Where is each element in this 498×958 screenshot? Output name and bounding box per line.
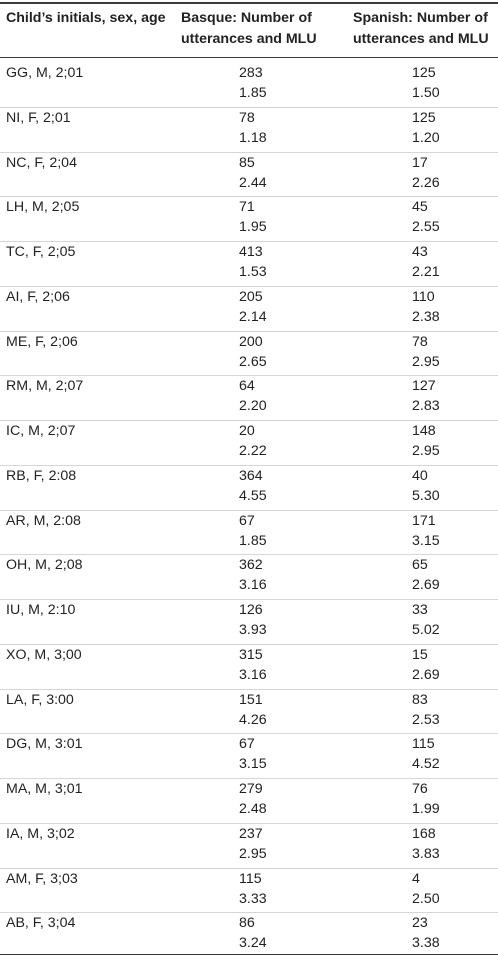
basque-utterances-cell: 279 <box>239 781 263 797</box>
basque-mlu-cell: 2.48 <box>239 801 267 817</box>
table-row <box>0 108 498 153</box>
child-cell: MA, M, 3;01 <box>6 781 83 797</box>
table-row <box>0 466 498 511</box>
table-row <box>0 63 498 108</box>
table-row <box>0 690 498 735</box>
header-basque-line1: Basque: Number of <box>181 10 312 26</box>
spanish-utterances-cell: 33 <box>412 602 428 618</box>
table-row <box>0 645 498 690</box>
table-row <box>0 600 498 645</box>
basque-mlu-cell: 2.20 <box>239 398 267 415</box>
spanish-mlu-cell: 2.26 <box>412 174 440 191</box>
table-row <box>0 287 498 332</box>
table-row <box>0 242 498 287</box>
basque-utterances-cell: 315 <box>239 646 263 663</box>
spanish-mlu-cell: 2.55 <box>412 219 440 236</box>
child-cell: AM, F, 3;03 <box>6 870 78 887</box>
spanish-utterances-cell: 43 <box>412 244 428 260</box>
basque-mlu-cell: 3.24 <box>239 935 267 952</box>
header-divider <box>0 57 498 58</box>
basque-utterances-cell: 237 <box>239 825 263 842</box>
basque-utterances-cell: 78 <box>239 109 255 126</box>
child-cell: RB, F, 2:08 <box>6 467 77 484</box>
spanish-mlu-cell: 3.83 <box>412 845 440 862</box>
child-cell: LH, M, 2;05 <box>6 199 80 216</box>
table-bottom-rule <box>0 954 498 955</box>
basque-mlu-cell: 4.26 <box>239 711 267 728</box>
basque-mlu-cell: 1.85 <box>239 85 267 101</box>
basque-mlu-cell: 2.44 <box>239 174 267 191</box>
spanish-mlu-cell: 2.83 <box>412 398 440 415</box>
basque-utterances-cell: 67 <box>239 512 255 529</box>
child-cell: IU, M, 2:10 <box>6 602 76 618</box>
spanish-utterances-cell: 40 <box>412 467 428 484</box>
table-row <box>0 332 498 377</box>
basque-mlu-cell: 1.53 <box>239 264 267 280</box>
child-cell: XO, M, 3;00 <box>6 646 82 663</box>
basque-mlu-cell: 1.95 <box>239 219 267 236</box>
child-cell: AI, F, 2;06 <box>6 288 70 305</box>
basque-utterances-cell: 205 <box>239 288 263 305</box>
table-row <box>0 913 498 958</box>
table-row <box>0 153 498 198</box>
basque-mlu-cell: 2.65 <box>239 353 267 370</box>
basque-mlu-cell: 1.18 <box>239 129 267 146</box>
child-cell: TC, F, 2;05 <box>6 244 76 260</box>
basque-utterances-cell: 126 <box>239 602 263 618</box>
header-spanish-line2: utterances and MLU <box>353 31 489 47</box>
table-row <box>0 779 498 824</box>
spanish-mlu-cell: 2.69 <box>412 577 440 594</box>
child-cell: LA, F, 3:00 <box>6 691 74 708</box>
table-row <box>0 376 498 421</box>
spanish-mlu-cell: 2.50 <box>412 890 440 907</box>
spanish-utterances-cell: 110 <box>412 288 435 305</box>
spanish-mlu-cell: 5.30 <box>412 487 440 504</box>
spanish-mlu-cell: 2.53 <box>412 711 440 728</box>
basque-mlu-cell: 3.15 <box>239 756 267 773</box>
spanish-utterances-cell: 23 <box>412 915 428 932</box>
header-spanish <box>353 8 489 50</box>
header-basque <box>181 8 317 50</box>
basque-mlu-cell: 3.93 <box>239 622 267 638</box>
child-cell: OH, M, 2;08 <box>6 557 83 574</box>
basque-mlu-cell: 3.16 <box>239 577 267 594</box>
header-child <box>6 8 166 29</box>
child-cell: AR, M, 2:08 <box>6 512 81 529</box>
spanish-mlu-cell: 1.50 <box>412 85 440 101</box>
child-cell: GG, M, 2;01 <box>6 65 84 81</box>
basque-mlu-cell: 4.55 <box>239 487 267 504</box>
table-row <box>0 869 498 914</box>
basque-mlu-cell: 2.95 <box>239 845 267 862</box>
table-row <box>0 824 498 869</box>
spanish-utterances-cell: 115 <box>412 736 435 753</box>
basque-utterances-cell: 64 <box>239 378 255 395</box>
spanish-mlu-cell: 2.95 <box>412 353 440 370</box>
child-cell: DG, M, 3:01 <box>6 736 83 753</box>
header-spanish-line1: Spanish: Number of <box>353 10 488 26</box>
table-row <box>0 734 498 779</box>
basque-utterances-cell: 86 <box>239 915 255 932</box>
table-row <box>0 197 498 242</box>
basque-utterances-cell: 200 <box>239 333 263 350</box>
spanish-utterances-cell: 148 <box>412 423 436 439</box>
spanish-mlu-cell: 2.69 <box>412 666 440 683</box>
table-row <box>0 421 498 466</box>
basque-utterances-cell: 413 <box>239 244 263 260</box>
spanish-utterances-cell: 78 <box>412 333 428 350</box>
basque-utterances-cell: 85 <box>239 154 255 171</box>
basque-utterances-cell: 71 <box>239 199 255 216</box>
table-row <box>0 511 498 556</box>
basque-mlu-cell: 3.33 <box>239 890 267 907</box>
basque-mlu-cell: 2.22 <box>239 443 267 459</box>
basque-utterances-cell: 283 <box>239 65 263 81</box>
spanish-utterances-cell: 83 <box>412 691 428 708</box>
basque-utterances-cell: 20 <box>239 423 255 439</box>
spanish-mlu-cell: 2.21 <box>412 264 440 280</box>
basque-utterances-cell: 364 <box>239 467 263 484</box>
spanish-mlu-cell: 4.52 <box>412 756 440 773</box>
table-row <box>0 555 498 600</box>
spanish-mlu-cell: 1.99 <box>412 801 440 817</box>
child-cell: ME, F, 2;06 <box>6 333 78 350</box>
spanish-mlu-cell: 2.38 <box>412 308 440 325</box>
basque-mlu-cell: 3.16 <box>239 666 267 683</box>
spanish-mlu-cell: 3.38 <box>412 935 440 952</box>
table-body <box>0 63 498 958</box>
spanish-mlu-cell: 3.15 <box>412 532 440 549</box>
spanish-mlu-cell: 2.95 <box>412 443 440 459</box>
spanish-utterances-cell: 127 <box>412 378 436 395</box>
child-cell: RM, M, 2;07 <box>6 378 84 395</box>
spanish-utterances-cell: 4 <box>412 870 420 887</box>
child-cell: AB, F, 3;04 <box>6 915 76 932</box>
header-basque-line2: utterances and MLU <box>181 31 317 47</box>
child-cell: IC, M, 2;07 <box>6 423 76 439</box>
table-top-rule <box>0 2 498 4</box>
spanish-utterances-cell: 76 <box>412 781 428 797</box>
spanish-utterances-cell: 65 <box>412 557 428 574</box>
header-child-label: Child’s initials, sex, age <box>6 10 166 26</box>
child-cell: NC, F, 2;04 <box>6 154 77 171</box>
spanish-utterances-cell: 45 <box>412 199 428 216</box>
spanish-mlu-cell: 5.02 <box>412 622 440 638</box>
spanish-utterances-cell: 171 <box>412 512 436 529</box>
spanish-utterances-cell: 125 <box>412 65 436 81</box>
spanish-utterances-cell: 168 <box>412 825 436 842</box>
spanish-utterances-cell: 125 <box>412 109 436 126</box>
basque-utterances-cell: 67 <box>239 736 255 753</box>
basque-mlu-cell: 2.14 <box>239 308 267 325</box>
basque-mlu-cell: 1.85 <box>239 532 267 549</box>
basque-utterances-cell: 151 <box>239 691 263 708</box>
child-cell: IA, M, 3;02 <box>6 825 75 842</box>
basque-utterances-cell: 115 <box>239 870 262 887</box>
spanish-mlu-cell: 1.20 <box>412 129 440 146</box>
spanish-utterances-cell: 17 <box>412 154 428 171</box>
child-cell: NI, F, 2;01 <box>6 109 71 126</box>
basque-utterances-cell: 362 <box>239 557 263 574</box>
spanish-utterances-cell: 15 <box>412 646 428 663</box>
